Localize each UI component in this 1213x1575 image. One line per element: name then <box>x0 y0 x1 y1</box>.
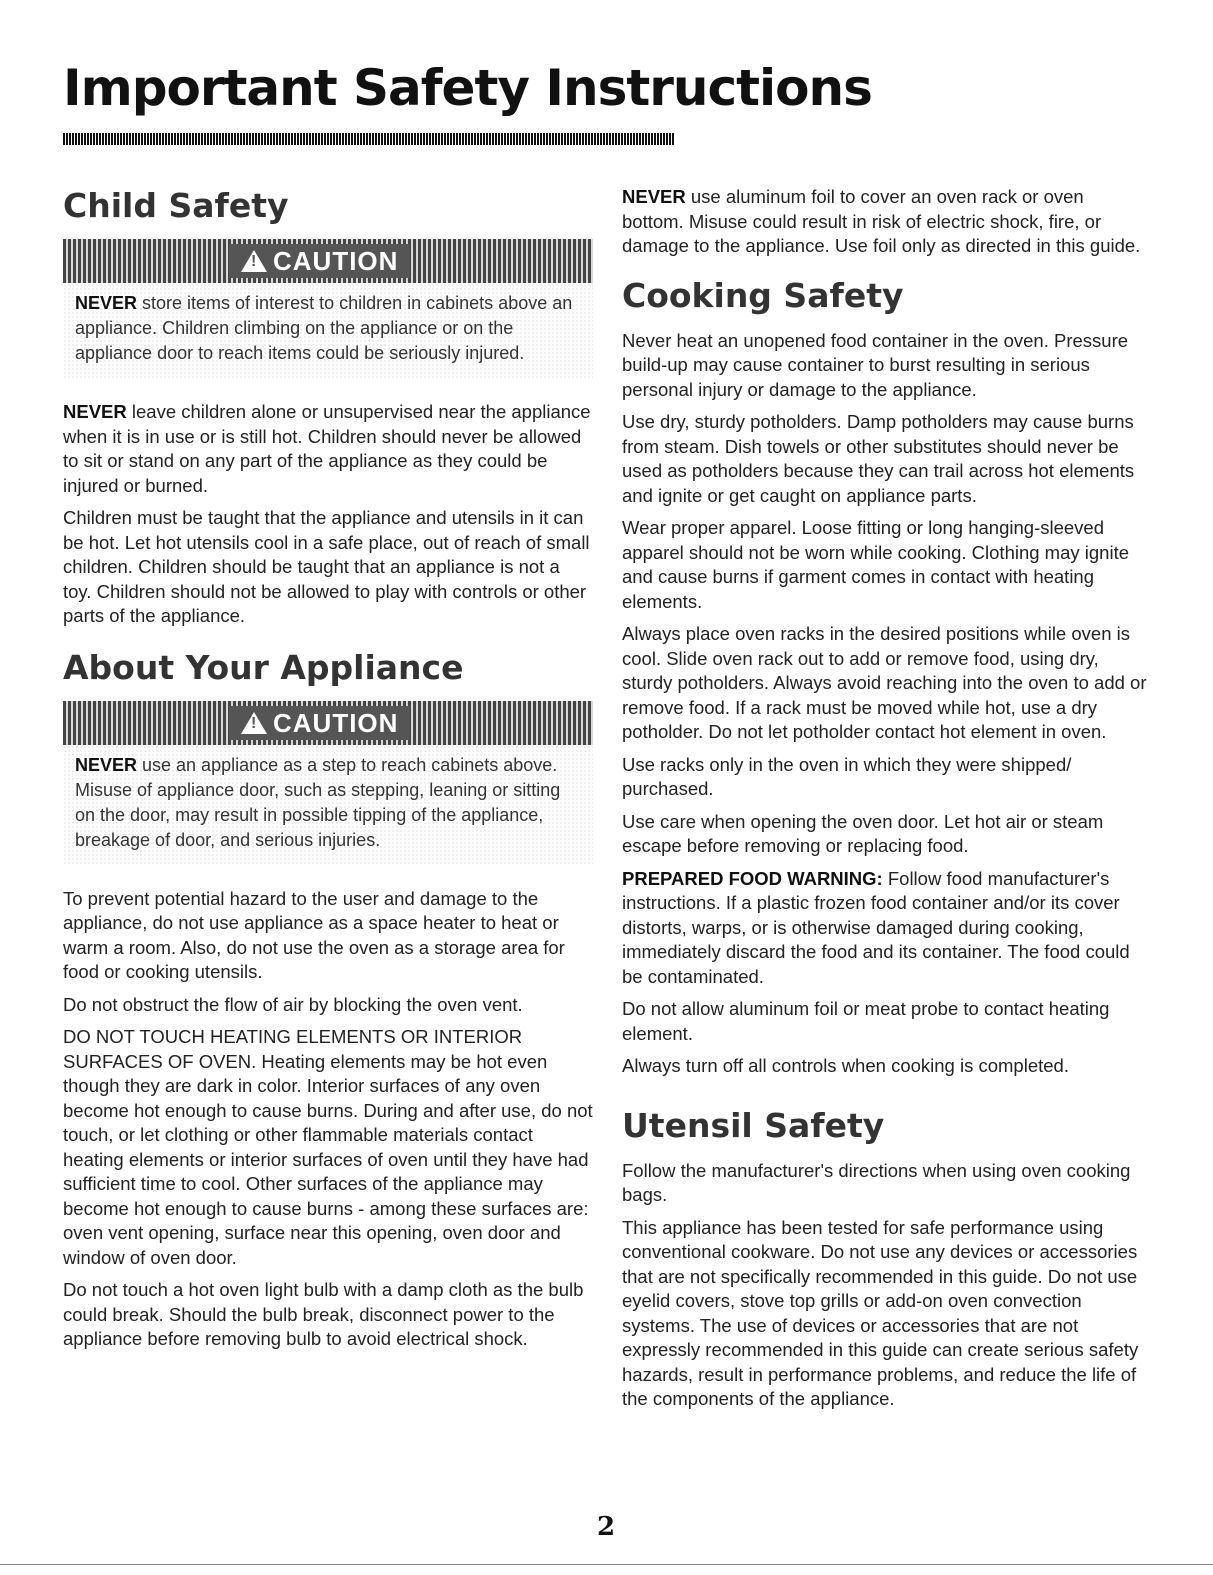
paragraph-text: Use racks only in the oven in which they were shipped/ purchased. <box>622 753 1072 799</box>
child-safety-heading: Child Safety <box>63 186 289 225</box>
paragraph-lead: NEVER <box>63 401 127 422</box>
paragraph-text: Use care when opening the oven door. Let hot air or steam escape before removing or replacing food. <box>622 810 1104 856</box>
paragraph <box>622 329 1147 403</box>
right-column <box>622 185 1147 1420</box>
paragraph-text: This appliance has been tested for safe performance using conventional cookware. Do not use any devices or accessories that are not specifically recommended in this guide. Do not use eyelid covers, stove top grills or add-on oven convection systems. The use of devices or accessories that are not expressly recommended in this guide can create serious safety hazards, result in performance problems, and reduce the life of the components of the appliance. <box>622 1216 1139 1409</box>
paragraph <box>622 1159 1147 1208</box>
about-appliance-caution-box <box>63 701 593 865</box>
left-column <box>63 185 593 1360</box>
paragraph-text: Use dry, sturdy potholders. Damp potholders may cause burns from steam. Dish towels or other substitutes should never be used as potholders because they can trail across hot elements and ignite or get caught on appliance parts. <box>622 411 1135 506</box>
paragraph-text: leave children alone or unsupervised near the appliance when it is in use or is still hot. Children should never be allowed to sit or stand on any part of the appliance as they could be injured or burned. <box>63 401 591 496</box>
paragraph <box>63 993 593 1018</box>
paragraph <box>622 1216 1147 1412</box>
paragraph <box>622 1054 1147 1079</box>
paragraph <box>63 400 593 498</box>
paragraph <box>622 753 1147 802</box>
warning-icon <box>241 712 267 734</box>
paragraph-text: Never heat an unopened food container in the oven. Pressure build-up may cause container to burst resulting in serious personal injury or damage to the appliance. <box>622 329 1129 400</box>
paragraph-lead: PREPARED FOOD WARNING: <box>622 867 883 889</box>
paragraph <box>63 887 593 985</box>
caution-label <box>229 706 410 740</box>
paragraph-text: store items of interest to children in cabinets above an appliance. Children climbing on the appliance or on the appliance door to reach items could be seriously injured. <box>75 293 573 363</box>
paragraph <box>622 810 1147 859</box>
caution-banner <box>63 239 593 283</box>
paragraph <box>622 410 1147 508</box>
caution-text <box>63 745 593 865</box>
footer-divider <box>0 1564 1213 1565</box>
paragraph <box>622 867 1147 990</box>
paragraph-text: Children must be taught that the appliance and utensils in it can be hot. Let hot utensils cool in a safe place, out of reach of small children. Children should be taught that an appliance is not a toy. Children should not be allowed to play with controls or other parts of the appliance. <box>63 507 590 626</box>
paragraph-text: Always place oven racks in the desired positions while oven is cool. Slide oven rack out to add or remove food, using dry, sturdy potholders. Always avoid reaching into the oven to add or remove food. If a rack must be moved while hot, use a dry potholder. Do not let potholder contact hot element in oven. <box>622 623 1147 742</box>
paragraph-text: Do not obstruct the flow of air by blocking the oven vent. <box>63 993 523 1015</box>
caution-paragraph <box>75 291 581 366</box>
paragraph-text: Wear proper apparel. Loose fitting or long hanging-sleeved apparel should not be worn while cooking. Clothing may ignite and cause burns if garment comes in contact with heating elements. <box>622 517 1129 612</box>
caution-label <box>229 244 410 278</box>
caution-label-text: CAUTION <box>273 707 399 738</box>
paragraph-lead: NEVER <box>622 186 686 207</box>
warning-icon <box>241 250 267 272</box>
paragraph-text: Do not allow aluminum foil or meat probe to contact heating element. <box>622 998 1110 1044</box>
caution-label-text: CAUTION <box>273 246 399 276</box>
paragraph <box>63 1278 593 1352</box>
paragraph-text: Follow the manufacturer's directions when using oven cooking bags. <box>622 1159 1131 1205</box>
cooking-safety-heading: Cooking Safety <box>622 275 904 315</box>
paragraph <box>63 1025 593 1270</box>
paragraph <box>63 506 593 629</box>
paragraph-text: Follow food manufacturer's instructions. If a plastic frozen food container and/or its cover distorts, warps, or is otherwise damaged during cooking, immediately discard the food and its container. The food could be contaminated. <box>622 867 1130 987</box>
paragraph-text: use an appliance as a step to reach cabinets above. Misuse of appliance door, such as stepping, leaning or sitting on the door, may result in possible tipping of the appliance, breakage of door, and serious injuries. <box>75 754 561 850</box>
paragraph <box>622 997 1147 1046</box>
caution-banner <box>63 701 593 745</box>
title-divider <box>63 133 675 145</box>
paragraph-text: DO NOT TOUCH HEATING ELEMENTS OR INTERIOR SURFACES OF OVEN. Heating elements may be hot even though they are dark in color. Interior surfaces of any oven become hot enough to cause burns. During and after use, do not touch, or let clothing or other flammable materials contact heating elements or interior surfaces of oven until they have had sufficient time to cool. Other surfaces of the appliance may become hot enough to cause burns - among these surfaces are: oven vent opening, surface near this opening, oven door and window of oven door. <box>63 1026 593 1268</box>
paragraph-lead: NEVER <box>75 293 138 313</box>
about-appliance-heading: About Your Appliance <box>63 647 464 687</box>
paragraph <box>622 516 1147 614</box>
paragraph-text: Do not touch a hot oven light bulb with a damp cloth as the bulb could break. Should the bulb break, disconnect power to the appliance before removing bulb to avoid electrical shock. <box>63 1279 584 1349</box>
caution-paragraph <box>75 753 581 853</box>
page-title: Important Safety Instructions <box>63 59 872 117</box>
utensil-safety-heading: Utensil Safety <box>622 1105 885 1145</box>
paragraph-lead: NEVER <box>75 754 138 775</box>
paragraph-text: use aluminum foil to cover an oven rack or oven bottom. Misuse could result in risk of electric shock, fire, or damage to the appliance. Use foil only as directed in this guide. <box>622 186 1141 256</box>
paragraph <box>622 622 1147 745</box>
paragraph <box>622 185 1147 259</box>
caution-text <box>63 283 593 378</box>
paragraph-text: Always turn off all controls when cooking is completed. <box>622 1055 1069 1076</box>
page-number: 2 <box>596 1512 616 1542</box>
child-safety-caution-box <box>63 239 593 378</box>
paragraph-text: To prevent potential hazard to the user and damage to the appliance, do not use appliance as a space heater to heat or warm a room. Also, do not use the oven as a storage area for food or cooking utensils. <box>63 887 565 982</box>
